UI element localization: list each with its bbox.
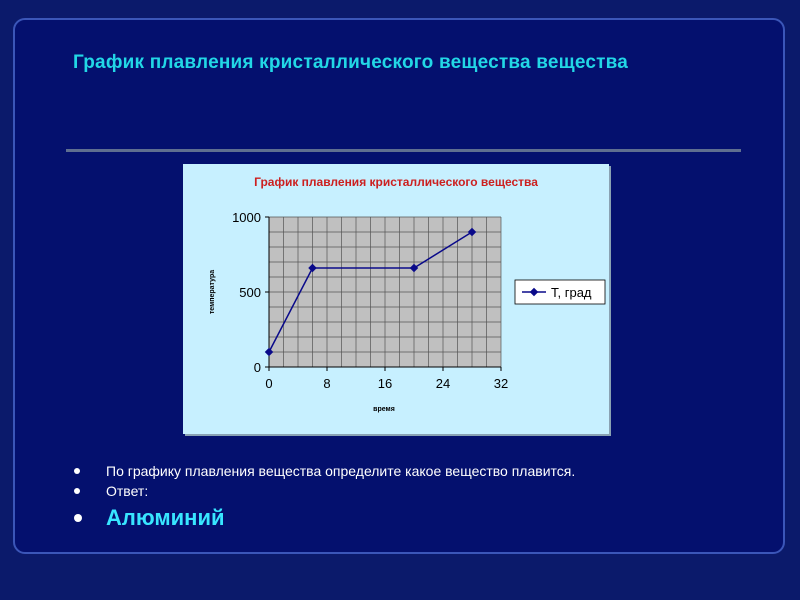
bullet-marker xyxy=(74,488,80,494)
x-tick-label: 32 xyxy=(493,376,509,391)
chart-panel xyxy=(183,164,609,434)
bullet-marker xyxy=(74,514,82,522)
answer-prompt: Ответ: xyxy=(106,483,149,499)
answer-text: Алюминий xyxy=(106,505,225,530)
y-tick-label: 0 xyxy=(253,360,261,375)
x-tick-label: 0 xyxy=(265,376,273,391)
bullet-item xyxy=(74,483,774,499)
slide-title: График плавления кристаллического вещества вещества xyxy=(73,52,629,73)
x-axis-label: время xyxy=(373,406,395,413)
legend-label: Т, град xyxy=(551,285,592,300)
x-tick-label: 16 xyxy=(377,376,393,391)
x-tick-label: 24 xyxy=(435,376,451,391)
question-text: По графику плавления вещества определите какое вещество плавится. xyxy=(106,463,576,479)
bullet-item xyxy=(74,505,774,531)
melting-chart xyxy=(183,164,609,434)
x-tick-label: 8 xyxy=(323,376,331,391)
y-axis-label: температура xyxy=(209,269,216,315)
bullet-item xyxy=(74,463,774,479)
y-tick-label: 500 xyxy=(239,285,261,300)
legend xyxy=(515,280,605,304)
chart-title: График плавления кристаллического вещества xyxy=(254,175,538,189)
bullet-marker xyxy=(74,468,80,474)
chart-grid xyxy=(269,217,501,367)
y-tick-label: 1000 xyxy=(232,210,261,225)
title-divider xyxy=(66,149,741,152)
bullet-list xyxy=(74,463,774,535)
